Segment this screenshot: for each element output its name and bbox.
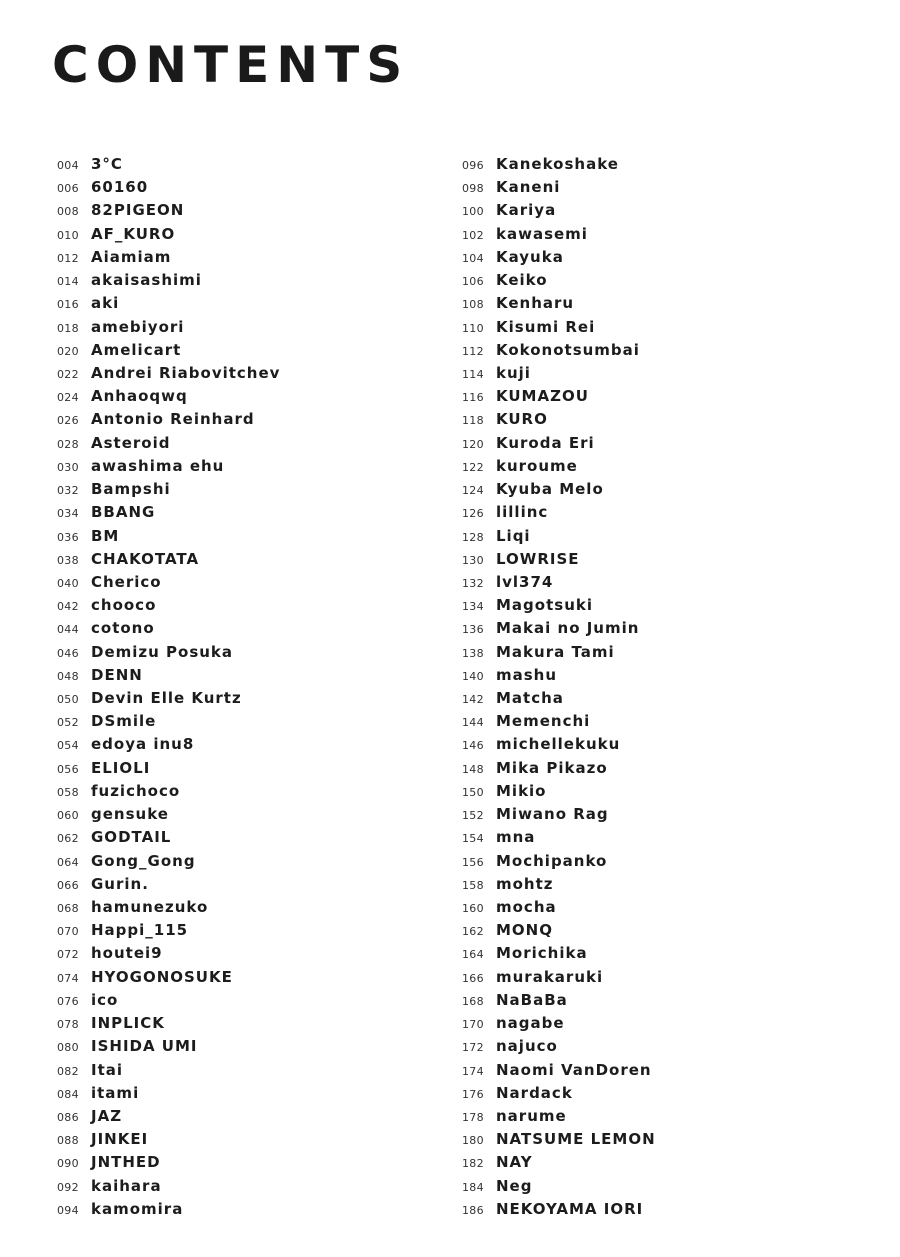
- toc-page-number: 128: [462, 530, 484, 544]
- toc-page-number: 064: [57, 855, 79, 869]
- toc-artist-name: Naomi VanDoren: [496, 1060, 652, 1079]
- toc-artist-name: Keiko: [496, 271, 548, 290]
- toc-artist-name: DENN: [91, 665, 143, 684]
- toc-artist-name: Andrei Riabovitchev: [91, 363, 281, 382]
- toc-entry: [57, 641, 280, 664]
- toc-entry: [57, 432, 280, 455]
- toc-entry: [462, 1198, 656, 1221]
- toc-entry: [57, 1082, 280, 1105]
- toc-page-number: 078: [57, 1018, 79, 1032]
- toc-entry: [57, 292, 280, 315]
- toc-entry: [462, 571, 656, 594]
- toc-entry: [57, 223, 280, 246]
- toc-page-number: 026: [57, 414, 79, 428]
- toc-page-number: 158: [462, 878, 484, 892]
- toc-entry: [462, 1105, 656, 1128]
- toc-artist-name: chooco: [91, 596, 157, 615]
- toc-entry: [57, 1151, 280, 1174]
- toc-entry: [462, 1035, 656, 1058]
- toc-artist-name: KURO: [496, 410, 548, 429]
- toc-entry: [462, 385, 656, 408]
- toc-entry: [462, 803, 656, 826]
- toc-entry: [57, 617, 280, 640]
- toc-page-number: 066: [57, 878, 79, 892]
- toc-page-number: 030: [57, 460, 79, 474]
- toc-page-number: 182: [462, 1157, 484, 1171]
- toc-page-number: 022: [57, 367, 79, 381]
- toc-page-number: 006: [57, 182, 79, 196]
- toc-entry: [462, 1082, 656, 1105]
- toc-artist-name: NATSUME LEMON: [496, 1130, 656, 1149]
- toc-artist-name: Aiamiam: [91, 247, 172, 266]
- toc-entry: [462, 687, 656, 710]
- toc-entry: [57, 478, 280, 501]
- toc-artist-name: Amelicart: [91, 340, 182, 359]
- toc-page-number: 038: [57, 553, 79, 567]
- toc-entry: [462, 199, 656, 222]
- toc-artist-name: narume: [496, 1106, 567, 1125]
- toc-entry: [462, 780, 656, 803]
- toc-page-number: 162: [462, 925, 484, 939]
- toc-artist-name: Gong_Gong: [91, 851, 196, 870]
- toc-entry: [462, 757, 656, 780]
- toc-page-number: 166: [462, 971, 484, 985]
- toc-page-number: 178: [462, 1110, 484, 1124]
- toc-artist-name: kawasemi: [496, 224, 588, 243]
- toc-page-number: 142: [462, 693, 484, 707]
- toc-page-number: 092: [57, 1180, 79, 1194]
- toc-artist-name: amebiyori: [91, 317, 185, 336]
- toc-artist-name: Kyuba Melo: [496, 480, 604, 499]
- toc-page-number: 068: [57, 902, 79, 915]
- toc-page-number: 028: [57, 437, 79, 451]
- toc-artist-name: Anhaoqwq: [91, 387, 188, 406]
- toc-entry: [57, 1035, 280, 1058]
- toc-entry: [462, 873, 656, 896]
- toc-entry: [462, 850, 656, 873]
- toc-entry: [462, 548, 656, 571]
- toc-page-number: 172: [462, 1041, 484, 1055]
- toc-artist-name: murakaruki: [496, 967, 604, 986]
- toc-entry: [462, 1012, 656, 1035]
- toc-entry: [462, 362, 656, 385]
- toc-artist-name: Makai no Jumin: [496, 619, 640, 638]
- toc-artist-name: Happi_115: [91, 921, 189, 940]
- toc-entry: [57, 1012, 280, 1035]
- toc-page-number: 106: [462, 275, 484, 289]
- toc-page-number: 034: [57, 507, 79, 521]
- toc-entry: [462, 1059, 656, 1082]
- toc-artist-name: Mikio: [496, 781, 547, 800]
- toc-artist-name: Kenharu: [496, 294, 575, 313]
- toc-artist-name: itami: [91, 1083, 140, 1102]
- toc-artist-name: LOWRISE: [496, 549, 580, 568]
- toc-page-number: 042: [57, 600, 79, 614]
- toc-page-number: 082: [57, 1064, 79, 1078]
- toc-page-number: 080: [57, 1041, 79, 1055]
- toc-page-number: 052: [57, 716, 79, 730]
- toc-page-number: 024: [57, 391, 79, 405]
- toc-page-number: 016: [57, 298, 79, 312]
- toc-artist-name: akaisashimi: [91, 271, 202, 290]
- toc-artist-name: NEKOYAMA IORI: [496, 1199, 644, 1218]
- toc-artist-name: Kokonotsumbai: [496, 340, 640, 359]
- toc-artist-name: Kayuka: [496, 247, 564, 266]
- toc-artist-name: hamunezuko: [91, 898, 209, 916]
- toc-page-number: 072: [57, 948, 79, 962]
- toc-artist-name: Kanekoshake: [496, 155, 619, 173]
- toc-artist-name: JAZ: [91, 1106, 123, 1125]
- toc-entry: [462, 432, 656, 455]
- toc-artist-name: DSmile: [91, 712, 157, 731]
- toc-entry: [462, 1175, 656, 1198]
- toc-artist-name: Itai: [91, 1060, 124, 1079]
- toc-page-number: 094: [57, 1203, 79, 1217]
- toc-entry: [57, 757, 280, 780]
- toc-page-number: 168: [462, 994, 484, 1008]
- toc-page-number: 132: [462, 576, 484, 590]
- toc-entry: [462, 617, 656, 640]
- toc-entry: [57, 687, 280, 710]
- toc-artist-name: mashu: [496, 665, 558, 684]
- toc-entry: [57, 942, 280, 965]
- toc-page-number: 108: [462, 298, 484, 312]
- toc-entry: [462, 641, 656, 664]
- toc-page-number: 018: [57, 321, 79, 335]
- toc-artist-name: MONQ: [496, 921, 553, 940]
- toc-page-number: 140: [462, 669, 484, 683]
- toc-artist-name: Gurin.: [91, 874, 149, 893]
- toc-page-number: 146: [462, 739, 484, 753]
- toc-page-number: 008: [57, 205, 79, 219]
- toc-artist-name: HYOGONOSUKE: [91, 967, 233, 986]
- toc-artist-name: AF_KURO: [91, 224, 176, 243]
- toc-entry: [462, 478, 656, 501]
- toc-page-number: 040: [57, 576, 79, 590]
- toc-artist-name: ELIOLI: [91, 758, 151, 777]
- toc-page-number: 036: [57, 530, 79, 544]
- toc-page-number: 070: [57, 925, 79, 939]
- toc-entry: [462, 525, 656, 548]
- toc-artist-name: Kaneni: [496, 178, 561, 197]
- toc-entry: [57, 408, 280, 431]
- toc-entry: [462, 919, 656, 942]
- toc-artist-name: awashima ehu: [91, 456, 225, 475]
- toc-artist-name: kamomira: [91, 1199, 184, 1218]
- toc-artist-name: gensuke: [91, 805, 169, 824]
- toc-entry: [57, 548, 280, 571]
- toc-entry: [57, 455, 280, 478]
- toc-page-number: 176: [462, 1087, 484, 1101]
- toc-entry: [57, 710, 280, 733]
- toc-entry: [57, 594, 280, 617]
- toc-entry: [57, 269, 280, 292]
- toc-page-number: 102: [462, 228, 484, 242]
- toc-entry: [57, 339, 280, 362]
- toc-entry: [57, 1105, 280, 1128]
- toc-artist-name: GODTAIL: [91, 828, 172, 847]
- toc-entry: [57, 176, 280, 199]
- toc-artist-name: Kisumi Rei: [496, 317, 596, 336]
- toc-entry: [57, 525, 280, 548]
- toc-entry: [462, 664, 656, 687]
- toc-artist-name: 82PIGEON: [91, 201, 185, 220]
- toc-page-number: 054: [57, 739, 79, 753]
- toc-page-number: 014: [57, 275, 79, 289]
- toc-page-number: 126: [462, 507, 484, 521]
- toc-page-number: 118: [462, 414, 484, 428]
- toc-entry: [57, 826, 280, 849]
- toc-column-right: [462, 153, 656, 1221]
- toc-page-number: 114: [462, 367, 484, 381]
- toc-entry: [57, 873, 280, 896]
- toc-artist-name: Mochipanko: [496, 851, 608, 870]
- toc-artist-name: ico: [91, 990, 119, 1009]
- toc-artist-name: Magotsuki: [496, 596, 593, 615]
- toc-artist-name: 3°C: [91, 155, 123, 173]
- toc-page-number: 144: [462, 716, 484, 730]
- toc-entry: [57, 246, 280, 269]
- toc-artist-name: Bampshi: [91, 480, 171, 499]
- toc-artist-name: fuzichoco: [91, 781, 181, 800]
- toc-entry: [462, 989, 656, 1012]
- toc-page-number: 152: [462, 809, 484, 823]
- toc-artist-name: houtei9: [91, 944, 163, 963]
- toc-artist-name: Memenchi: [496, 712, 591, 731]
- toc-page-number: 032: [57, 484, 79, 498]
- toc-entry: [462, 1128, 656, 1151]
- toc-entry: [462, 246, 656, 269]
- toc-entry: [57, 316, 280, 339]
- toc-artist-name: Liqi: [496, 526, 531, 545]
- toc-page-number: 088: [57, 1134, 79, 1148]
- toc-artist-name: Asteroid: [91, 433, 171, 452]
- toc-artist-name: mocha: [496, 898, 557, 916]
- toc-entry: [462, 269, 656, 292]
- toc-page-number: 112: [462, 344, 484, 358]
- toc-entry: [57, 571, 280, 594]
- toc-artist-name: Cherico: [91, 572, 162, 591]
- toc-artist-name: aki: [91, 294, 120, 313]
- toc-page-number: 010: [57, 228, 79, 242]
- toc-page-number: 048: [57, 669, 79, 683]
- toc-page-number: 138: [462, 646, 484, 660]
- toc-artist-name: Antonio Reinhard: [91, 410, 255, 429]
- toc-entry: [57, 1059, 280, 1082]
- toc-entry: [462, 1151, 656, 1174]
- toc-page-number: 170: [462, 1018, 484, 1032]
- toc-entry: [462, 339, 656, 362]
- toc-artist-name: INPLICK: [91, 1014, 165, 1033]
- toc-entry: [57, 385, 280, 408]
- toc-entry: [462, 316, 656, 339]
- toc-column-left: [57, 153, 280, 1221]
- toc-artist-name: lvl374: [496, 572, 554, 591]
- toc-page-number: 098: [462, 182, 484, 196]
- toc-entry: [462, 896, 656, 919]
- toc-entry: [462, 223, 656, 246]
- toc-entry: [462, 292, 656, 315]
- toc-page-number: 154: [462, 832, 484, 846]
- toc-page-number: 096: [462, 159, 484, 172]
- toc-entry: [462, 176, 656, 199]
- toc-page-number: 062: [57, 832, 79, 846]
- toc-artist-name: Nardack: [496, 1083, 573, 1102]
- toc-entry: [462, 966, 656, 989]
- toc-entry: [462, 501, 656, 524]
- toc-page-number: 164: [462, 948, 484, 962]
- toc-page-number: 058: [57, 785, 79, 799]
- toc-page-number: 160: [462, 902, 484, 915]
- toc-artist-name: michellekuku: [496, 735, 621, 754]
- toc-page-number: 184: [462, 1180, 484, 1194]
- toc-page-number: 174: [462, 1064, 484, 1078]
- toc-page-number: 134: [462, 600, 484, 614]
- toc-artist-name: kaihara: [91, 1176, 162, 1195]
- toc-entry: [57, 199, 280, 222]
- toc-artist-name: Miwano Rag: [496, 805, 609, 824]
- toc-page-number: 050: [57, 693, 79, 707]
- toc-page-number: 100: [462, 205, 484, 219]
- toc-page-number: 130: [462, 553, 484, 567]
- toc-artist-name: NAY: [496, 1153, 533, 1172]
- toc-artist-name: JINKEI: [91, 1130, 149, 1149]
- toc-page-number: 090: [57, 1157, 79, 1171]
- toc-artist-name: cotono: [91, 619, 155, 638]
- toc-entry: [57, 850, 280, 873]
- toc-artist-name: NaBaBa: [496, 990, 568, 1009]
- toc-page-number: 116: [462, 391, 484, 405]
- toc-page-number: 076: [57, 994, 79, 1008]
- toc-page-number: 148: [462, 762, 484, 776]
- toc-entry: [57, 989, 280, 1012]
- toc-page-number: 180: [462, 1134, 484, 1148]
- toc-entry: [462, 455, 656, 478]
- toc-artist-name: BM: [91, 526, 120, 545]
- toc-page-number: 122: [462, 460, 484, 474]
- toc-artist-name: kuroume: [496, 456, 578, 475]
- toc-entry: [462, 710, 656, 733]
- toc-page-number: 060: [57, 809, 79, 823]
- toc-page-number: 124: [462, 484, 484, 498]
- toc-page-number: 012: [57, 251, 79, 265]
- toc-page-number: 056: [57, 762, 79, 776]
- toc-artist-name: JNTHED: [91, 1153, 161, 1172]
- toc-artist-name: BBANG: [91, 503, 156, 522]
- toc-entry: [57, 803, 280, 826]
- toc-entry: [462, 153, 656, 176]
- toc-artist-name: Morichika: [496, 944, 588, 963]
- toc-entry: [57, 896, 280, 919]
- toc-artist-name: Makura Tami: [496, 642, 615, 661]
- toc-entry: [462, 408, 656, 431]
- toc-entry: [57, 1198, 280, 1221]
- toc-page-number: 156: [462, 855, 484, 869]
- toc-artist-name: Mika Pikazo: [496, 758, 608, 777]
- toc-entry: [462, 942, 656, 965]
- toc-entry: [57, 153, 280, 176]
- toc-entry: [57, 1175, 280, 1198]
- toc-page-number: 120: [462, 437, 484, 451]
- toc-artist-name: KUMAZOU: [496, 387, 589, 406]
- toc-artist-name: Demizu Posuka: [91, 642, 234, 661]
- toc-entry: [57, 362, 280, 385]
- toc-page-number: 020: [57, 344, 79, 358]
- toc-artist-name: najuco: [496, 1037, 558, 1056]
- toc-artist-name: mohtz: [496, 874, 554, 893]
- toc-artist-name: Neg: [496, 1176, 533, 1195]
- toc-page-number: 046: [57, 646, 79, 660]
- toc-page-number: 004: [57, 159, 79, 172]
- toc-entry: [57, 733, 280, 756]
- toc-artist-name: Matcha: [496, 689, 564, 708]
- toc-entry: [462, 826, 656, 849]
- toc-artist-name: nagabe: [496, 1014, 565, 1033]
- toc-entry: [462, 733, 656, 756]
- toc-entry: [57, 1128, 280, 1151]
- toc-page-number: 110: [462, 321, 484, 335]
- toc-page-number: 044: [57, 623, 79, 637]
- toc-page-number: 136: [462, 623, 484, 637]
- toc-artist-name: edoya inu8: [91, 735, 195, 754]
- toc-artist-name: 60160: [91, 178, 149, 197]
- toc-entry: [57, 919, 280, 942]
- toc-page-number: 074: [57, 971, 79, 985]
- toc-artist-name: mna: [496, 828, 536, 847]
- toc-page-number: 150: [462, 785, 484, 799]
- toc-artist-name: lillinc: [496, 503, 549, 522]
- toc-page-number: 086: [57, 1110, 79, 1124]
- toc-entry: [57, 664, 280, 687]
- toc-entry: [57, 501, 280, 524]
- toc-artist-name: kuji: [496, 363, 531, 382]
- toc-entry: [462, 594, 656, 617]
- toc-artist-name: ISHIDA UMI: [91, 1037, 198, 1056]
- page-title: CONTENTS: [52, 36, 410, 94]
- toc-artist-name: Kuroda Eri: [496, 433, 595, 452]
- toc-entry: [57, 780, 280, 803]
- toc-page-number: 186: [462, 1203, 484, 1217]
- toc-artist-name: Kariya: [496, 201, 557, 220]
- toc-artist-name: Devin Elle Kurtz: [91, 689, 242, 708]
- toc-artist-name: CHAKOTATA: [91, 549, 200, 568]
- toc-page-number: 084: [57, 1087, 79, 1101]
- toc-page-number: 104: [462, 251, 484, 265]
- toc-entry: [57, 966, 280, 989]
